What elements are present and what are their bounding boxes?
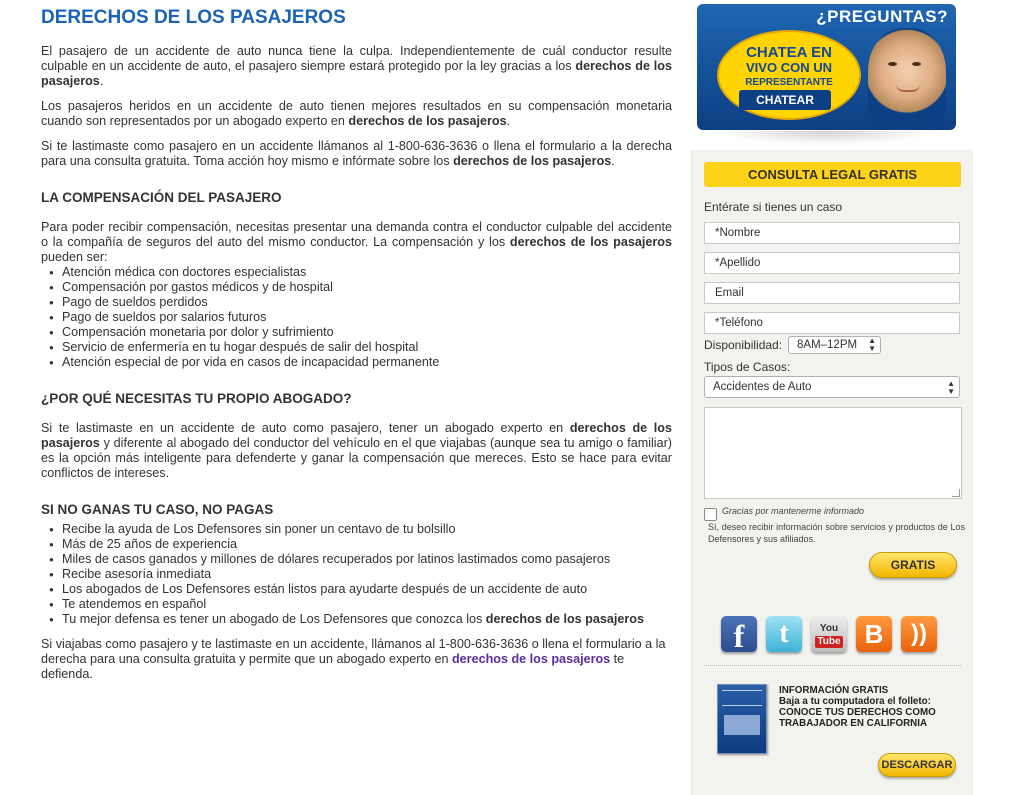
- paragraph-text: y diferente al abogado del conductor del vehículo en el que viajabas (aunque sea tu amigo o familiar) es la opción más inteligente para defenderte y ganar la compensación que mereces. Esto se hace para evitar conflictos de intereses.: [41, 436, 672, 480]
- paragraph-2: [41, 99, 672, 129]
- paragraph-text: .: [611, 154, 615, 168]
- paragraph-text: pueden ser:: [41, 250, 108, 264]
- paragraph-text: te defienda.: [41, 652, 625, 681]
- paragraph-text: Si te lastimaste en un accidente de auto como pasajero, tener un abogado experto en: [41, 421, 570, 435]
- paragraph-text: .: [506, 114, 511, 128]
- paragraph-text: Los pasajeros heridos en un accidente de auto tienen mejores resultados en su compensación monetaria cuando son representados por un abogado experto en: [41, 99, 672, 128]
- paragraph-1: [41, 44, 672, 89]
- booklet-thumbnail[interactable]: [717, 684, 767, 754]
- banner-shadow: [716, 131, 936, 145]
- consulta-form: [691, 150, 973, 795]
- blogger-icon[interactable]: B: [856, 616, 892, 652]
- section-heading-abogado: ¿POR QUÉ NECESITAS TU PROPIO ABOGADO?: [41, 391, 352, 406]
- keyword-bold: derechos de los pasajeros: [509, 235, 672, 249]
- form-header: CONSULTA LEGAL GRATIS: [704, 162, 961, 187]
- paragraph-6: [41, 637, 672, 682]
- nombre-input[interactable]: *Nombre: [704, 222, 960, 244]
- list-item: ● Atención especial de por vida en casos de incapacidad permanente: [62, 355, 672, 370]
- info-title: INFORMACIÓN GRATIS: [779, 685, 889, 696]
- chat-line-2: VIVO CON UN: [746, 60, 832, 75]
- facebook-icon[interactable]: f: [721, 616, 757, 652]
- compensation-list: [41, 265, 672, 370]
- list-item: ● Compensación monetaria por dolor y sufrimiento: [62, 325, 672, 340]
- stepper-arrows-icon: ▲ ▼: [947, 379, 955, 396]
- tipos-select[interactable]: [704, 376, 960, 398]
- twitter-icon[interactable]: t: [766, 616, 802, 652]
- keyword-bold: derechos de los pasajeros: [485, 612, 644, 626]
- gracias-label: Gracias por mantenerme informado: [722, 506, 865, 516]
- disponibilidad-select[interactable]: [788, 336, 881, 354]
- list-item: [62, 612, 672, 627]
- youtube-tube-text: Tube: [817, 636, 841, 647]
- descargar-button[interactable]: DESCARGAR: [878, 753, 956, 777]
- chat-line-1: CHATEA EN: [746, 44, 832, 61]
- apellido-input[interactable]: *Apellido: [704, 252, 960, 274]
- paragraph-text: .: [99, 74, 104, 88]
- section-heading-no-pagas: SI NO GANAS TU CASO, NO PAGAS: [41, 502, 274, 517]
- disponibilidad-value: 8AM–12PM: [797, 339, 858, 351]
- resize-grip-icon[interactable]: [952, 489, 960, 497]
- info-line-1: Baja a tu computadora el folleto:: [779, 696, 931, 707]
- representative-photo: [868, 28, 946, 124]
- list-item: ● Pago de sueldos perdidos: [62, 295, 672, 310]
- tipos-label: Tipos de Casos:: [704, 360, 791, 374]
- list-item: ● Compensación por gastos médicos y de hospital: [62, 280, 672, 295]
- keyword-bold: derechos de los pasajeros: [348, 114, 507, 128]
- list-item: ● Te atendemos en español: [62, 597, 672, 612]
- email-input[interactable]: Email: [704, 282, 960, 304]
- list-item: ● Más de 25 años de experiencia: [62, 537, 672, 552]
- list-item: ● Recibe la ayuda de Los Defensores sin poner un centavo de tu bolsillo: [62, 522, 672, 537]
- disponibilidad-label: Disponibilidad:: [704, 338, 783, 352]
- section-heading-compensacion: LA COMPENSACIÓN DEL PASAJERO: [41, 190, 282, 205]
- mantenerme-checkbox[interactable]: [704, 508, 717, 521]
- gratis-submit-button[interactable]: GRATIS: [869, 552, 957, 578]
- list-item-text: Tu mejor defensa es tener un abogado de Los Defensores que conozca los: [62, 612, 486, 626]
- message-textarea[interactable]: [704, 407, 962, 499]
- list-item: ● Recibe asesoría inmediata: [62, 567, 672, 582]
- list-item: ● Pago de sueldos por salarios futuros: [62, 310, 672, 325]
- benefits-list: [41, 522, 672, 627]
- chatear-button[interactable]: CHATEAR: [739, 90, 831, 110]
- rss-icon[interactable]: )): [901, 616, 937, 652]
- keyword-bold: derechos de los pasajeros: [41, 59, 672, 88]
- list-item: ● Servicio de enfermería en tu hogar después de salir del hospital: [62, 340, 672, 355]
- paragraph-text: El pasajero de un accidente de auto nunca tiene la culpa. Independientemente de cuál conductor resulte culpable en un accidente de auto, el pasajero siempre estará protegido por la ley gracias a los: [41, 44, 672, 73]
- list-item: ● Los abogados de Los Defensores están listos para ayudarte después de un accidente de auto: [62, 582, 672, 597]
- telefono-input[interactable]: *Teléfono: [704, 312, 960, 334]
- chat-line-3: REPRESENTANTE: [745, 77, 833, 88]
- list-item: ● Atención médica con doctores especialistas: [62, 265, 672, 280]
- stepper-arrows-icon: ▲ ▼: [868, 336, 876, 353]
- info-gratis: [779, 685, 959, 729]
- paragraph-4: [41, 220, 672, 265]
- paragraph-3: [41, 139, 672, 169]
- derechos-link[interactable]: derechos de los pasajeros: [451, 652, 611, 666]
- page-title: DERECHOS DE LOS PASAJEROS: [41, 7, 346, 28]
- paragraph-5: [41, 421, 672, 481]
- paragraph-text: Para poder recibir compensación, necesitas presentar una demanda contra el conductor culpable del accidente o la compañía de seguros del auto del mismo conductor. La compensación y los: [41, 220, 672, 249]
- form-intro: Entérate si tienes un caso: [704, 200, 843, 214]
- keyword-bold: derechos de los pasajeros: [453, 154, 612, 168]
- list-item: ● Miles de casos ganados y millones de dólares recuperados por latinos lastimados como pasajeros: [62, 552, 672, 567]
- preguntas-label: ¿PREGUNTAS?: [816, 7, 948, 26]
- chat-banner[interactable]: [697, 4, 956, 130]
- youtube-icon[interactable]: [811, 616, 847, 652]
- consent-text: Sí, deseo recibir información sobre servicios y productos de Los Defensores y sus afiliados.: [708, 522, 965, 544]
- keyword-bold: derechos de los pasajeros: [41, 421, 672, 450]
- info-line-2: CONOCE TUS DERECHOS COMO TRABAJADOR EN CALIFORNIA: [779, 707, 936, 729]
- main-content: [41, 6, 672, 692]
- paragraph-text: Si te lastimaste como pasajero en un accidente llámanos al 1-800-636-3636 o llena el formulario a la derecha para una consulta gratuita. Toma acción hoy mismo e infórmate sobre los: [41, 139, 672, 168]
- paragraph-text: Si viajabas como pasajero y te lastimaste en un accidente, llámanos al 1-800-636-3636 o llena el formulario a la derecha para una consulta gratuita y permite que un abogado experto en: [41, 637, 666, 666]
- divider: [704, 665, 961, 666]
- tipos-value: Accidentes de Auto: [713, 381, 812, 393]
- youtube-you-text: You: [819, 623, 839, 634]
